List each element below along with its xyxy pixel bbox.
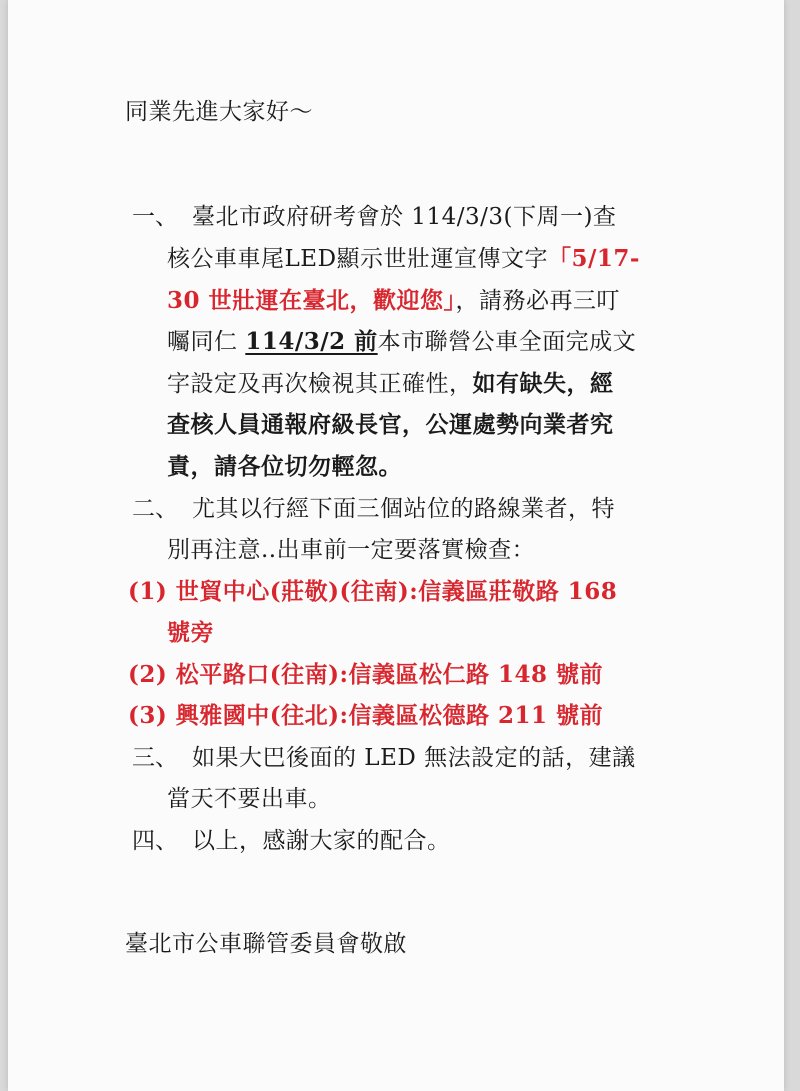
item-1-line-3-text: ，請務必再三叮 xyxy=(455,288,621,314)
warning-part-1: 如有缺失，經 xyxy=(472,370,614,397)
item-1-line-1: 臺北市政府研考會於 114/3/3(下周一)查 xyxy=(192,204,617,230)
stop-1-line-2: 號旁 xyxy=(167,619,214,646)
item-3-line-2: 當天不要出車。 xyxy=(167,786,332,812)
signature: 臺北市公車聯管委員會敬啟 xyxy=(125,931,407,957)
document-page xyxy=(8,0,784,1091)
item-4-line-1: 以上，感謝大家的配合。 xyxy=(192,828,451,854)
slogan-part-2: 30 世壯運在臺北，歡迎您」 xyxy=(167,287,456,314)
greeting: 同業先進大家好～ xyxy=(125,99,313,125)
item-3-line-1: 如果大巴後面的 LED 無法設定的話，建議 xyxy=(192,745,636,771)
item-2-line-1: 尤其以行經下面三個站位的路線業者，特 xyxy=(192,496,615,522)
item-1-line-2-text: 核公車車尾LED顯示世壯運宣傳文字 xyxy=(167,246,549,272)
item-1-line-3 xyxy=(167,286,620,316)
slogan-part-1: 「5/17- xyxy=(548,245,640,272)
item-3-marker: 三、 xyxy=(132,745,178,771)
item-1-line-5-text: 字設定及再次檢視其正確性， xyxy=(167,371,473,397)
warning-part-2: 查核人員通報府級長官，公運處勢向業者究 xyxy=(167,411,614,438)
item-1-line-2 xyxy=(167,244,640,274)
warning-part-3: 責，請各位切勿輕忽。 xyxy=(167,453,402,480)
item-1-line-4-text-a: 囑同仁 xyxy=(167,329,238,355)
item-1-line-4 xyxy=(167,327,636,357)
stop-2: (2) 松平路口(往南):信義區松仁路 148 號前 xyxy=(128,661,604,688)
stop-3: (3) 興雅國中(往北):信義區松德路 211 號前 xyxy=(128,702,604,729)
item-2-marker: 二、 xyxy=(132,496,178,522)
stop-1-line-1: (1) 世貿中心(莊敬)(往南):信義區莊敬路 168 xyxy=(128,578,618,605)
item-1-marker: 一、 xyxy=(132,204,178,230)
item-4-marker: 四、 xyxy=(132,828,178,854)
item-2-line-2: 別再注意..出車前一定要落實檢查： xyxy=(167,537,536,563)
item-1-line-4-text-c: 本市聯營公車全面完成文 xyxy=(377,329,637,355)
item-1-line-5 xyxy=(167,369,614,399)
deadline-date: 114/3/2 前 xyxy=(245,328,378,355)
